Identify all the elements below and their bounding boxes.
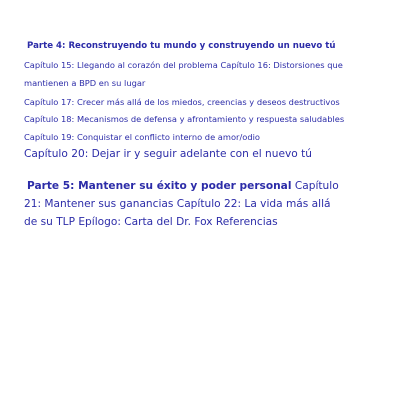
toc-line: Capítulo 15: Llegando al corazón del problema Capítulo 16: Distorsiones que xyxy=(24,60,343,70)
toc-line: Capítulo 17: Crecer más allá de los miedos, creencias y deseos destructivos xyxy=(24,97,340,107)
toc-line: 21: Mantener sus ganancias Capítulo 22: La vida más allá xyxy=(24,198,331,210)
part-5-heading: Parte 5: Mantener su éxito y poder personal xyxy=(27,180,292,192)
toc-line: mantienen a BPD en su lugar xyxy=(24,78,146,88)
toc-line: Capítulo 18: Mecanismos de defensa y afrontamiento y respuesta saludables xyxy=(24,114,345,124)
toc-line: Capítulo 20: Dejar ir y seguir adelante con el nuevo tú xyxy=(24,148,312,160)
part-4-heading: Parte 4: Reconstruyendo tu mundo y construyendo un nuevo tú xyxy=(27,41,336,51)
toc-line: de su TLP Epílogo: Carta del Dr. Fox Referencias xyxy=(24,216,278,228)
toc-line: Capítulo 19: Conquistar el conflicto interno de amor/odio xyxy=(24,132,260,142)
part-5-line xyxy=(27,180,339,192)
toc-line-tail: Capítulo xyxy=(291,180,339,192)
